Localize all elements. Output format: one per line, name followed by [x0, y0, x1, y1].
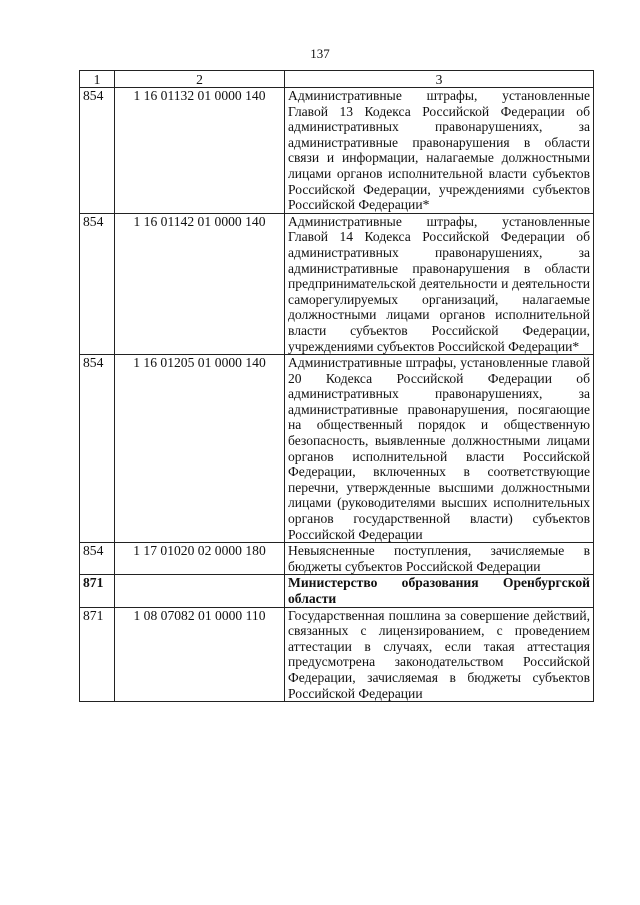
column-header-1: 1	[80, 71, 115, 88]
page-number: 137	[310, 46, 330, 61]
income-code: 1 16 01132 01 0000 140	[115, 88, 285, 214]
income-code: 1 17 01020 02 0000 180	[115, 543, 285, 575]
administrator-code: 871	[80, 607, 115, 702]
administrator-name: Министерство образования Оренбургской области	[285, 575, 594, 607]
income-code: 1 16 01142 01 0000 140	[115, 213, 285, 354]
income-description: Административные штрафы, установленные Главой 14 Кодекса Российской Федерации об административных правонарушениях, за административные правонарушения в области предпринимательской деятельности и деятельности саморегулируемых организаций, налагаемые должностными лицами органов исполнительной власти субъектов Российской Федерации, учреждениями субъектов Российской Федерации*	[285, 213, 594, 354]
section-header-row	[80, 575, 594, 607]
table-row	[80, 355, 594, 543]
column-header-3: 3	[285, 71, 594, 88]
table-header-row	[80, 71, 594, 88]
administrator-code: 854	[80, 355, 115, 543]
administrator-code: 854	[80, 543, 115, 575]
administrator-code: 854	[80, 213, 115, 354]
administrator-code: 871	[80, 575, 115, 607]
income-description: Административные штрафы, установленные главой 20 Кодекса Российской Федерации об административных правонарушениях, за административные правонарушения, посягающие на общественный порядок и общественную безопасность, выявленные должностными лицами органов исполнительной власти Российской Федерации, включенных в соответствующие перечни, утвержденные высшими должностными лицами (руководителями высших исполнительных органов государственной власти) субъектов Российской Федерации	[285, 355, 594, 543]
column-header-2: 2	[115, 71, 285, 88]
income-code	[115, 575, 285, 607]
table-row	[80, 213, 594, 354]
income-description: Государственная пошлина за совершение действий, связанных с лицензированием, с проведением аттестации в случаях, если такая аттестация предусмотрена законодательством Российской Федерации, зачисляемая в бюджеты субъектов Российской Федерации	[285, 607, 594, 702]
table-row	[80, 543, 594, 575]
income-codes-table	[79, 70, 594, 702]
table-row	[80, 88, 594, 214]
income-description: Невыясненные поступления, зачисляемые в бюджеты субъектов Российской Федерации	[285, 543, 594, 575]
income-description: Административные штрафы, установленные Главой 13 Кодекса Российской Федерации об административных правонарушениях, за административные правонарушения в области связи и информации, налагаемые должностными лицами органов исполнительной власти субъектов Российской Федерации, учреждениями субъектов Российской Федерации*	[285, 88, 594, 214]
table-row	[80, 607, 594, 702]
income-code: 1 16 01205 01 0000 140	[115, 355, 285, 543]
administrator-code: 854	[80, 88, 115, 214]
income-code: 1 08 07082 01 0000 110	[115, 607, 285, 702]
